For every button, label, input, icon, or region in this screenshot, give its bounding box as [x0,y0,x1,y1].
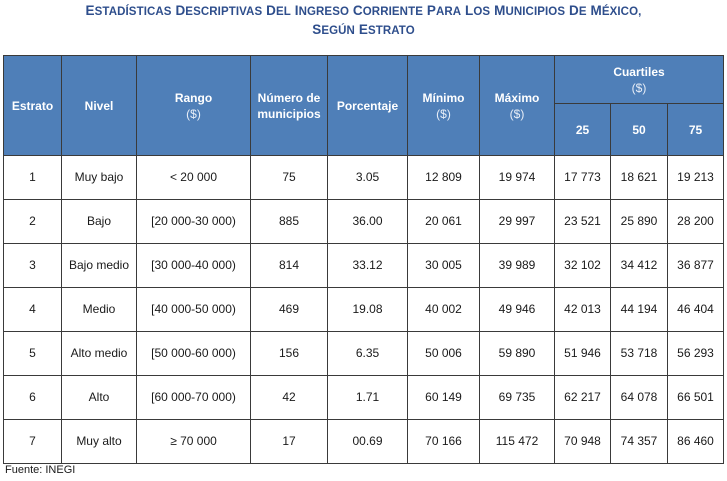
header-cuartil-50: 50 [611,104,668,156]
header-nivel: Nivel [62,56,137,156]
cell-estrato: 1 [4,156,62,200]
header-minimo [408,56,480,156]
cell-nivel: Bajo medio [62,244,137,288]
cell-maximo: 49 946 [480,288,555,332]
cell-cuartil-75: 28 200 [668,200,724,244]
cell-maximo: 39 989 [480,244,555,288]
header-rango [137,56,251,156]
cell-porcentaje: 1.71 [328,376,408,420]
cell-maximo: 19 974 [480,156,555,200]
cell-cuartil-50: 34 412 [611,244,668,288]
cell-cuartil-50: 74 357 [611,420,668,464]
cell-porcentaje: 00.69 [328,420,408,464]
cell-minimo: 40 002 [408,288,480,332]
cell-rango: [20 000-30 000) [137,200,251,244]
cell-numero-municipios: 42 [251,376,328,420]
cell-minimo: 60 149 [408,376,480,420]
table-row [4,244,724,288]
table-title-line-1: ESTADÍSTICAS DESCRIPTIVAS DEL INGRESO CORRIENTE PARA LOS MUNICIPIOS DE MÉXICO, [85,3,642,18]
cell-numero-municipios: 156 [251,332,328,376]
cell-cuartil-25: 42 013 [555,288,611,332]
cell-minimo: 12 809 [408,156,480,200]
source-note: Fuente: INEGI [5,464,76,476]
cell-estrato: 5 [4,332,62,376]
table-title [0,2,727,40]
cell-rango: [60 000-70 000) [137,376,251,420]
header-cuartiles [555,56,724,104]
cell-nivel: Alto [62,376,137,420]
cell-cuartil-75: 19 213 [668,156,724,200]
statistics-table [3,55,724,464]
cell-numero-municipios: 469 [251,288,328,332]
cell-rango: < 20 000 [137,156,251,200]
cell-cuartil-50: 18 621 [611,156,668,200]
header-minimo-unit: ($) [436,106,451,121]
cell-porcentaje: 36.00 [328,200,408,244]
cell-numero-municipios: 17 [251,420,328,464]
cell-estrato: 7 [4,420,62,464]
table-row [4,200,724,244]
header-numero-municipios: Número de municipios [251,56,328,156]
header-cuartiles-label: Cuartiles [613,64,665,79]
header-estrato: Estrato [4,56,62,156]
cell-porcentaje: 3.05 [328,156,408,200]
header-maximo-label: Máximo [494,90,540,105]
cell-nivel: Bajo [62,200,137,244]
cell-maximo: 115 472 [480,420,555,464]
cell-maximo: 29 997 [480,200,555,244]
cell-cuartil-50: 44 194 [611,288,668,332]
cell-maximo: 59 890 [480,332,555,376]
table-row [4,288,724,332]
cell-numero-municipios: 885 [251,200,328,244]
header-cuartiles-unit: ($) [631,80,647,95]
cell-estrato: 4 [4,288,62,332]
cell-nivel: Medio [62,288,137,332]
cell-maximo: 69 735 [480,376,555,420]
header-porcentaje: Porcentaje [328,56,408,156]
cell-minimo: 50 006 [408,332,480,376]
header-maximo [480,56,555,156]
header-cuartil-75: 75 [668,104,724,156]
table-row [4,376,724,420]
cell-cuartil-25: 51 946 [555,332,611,376]
table-row [4,420,724,464]
cell-nivel: Muy bajo [62,156,137,200]
cell-nivel: Muy alto [62,420,137,464]
cell-minimo: 70 166 [408,420,480,464]
cell-cuartil-25: 32 102 [555,244,611,288]
cell-minimo: 30 005 [408,244,480,288]
cell-cuartil-50: 53 718 [611,332,668,376]
cell-estrato: 6 [4,376,62,420]
table-body [4,156,724,464]
cell-rango: ≥ 70 000 [137,420,251,464]
cell-cuartil-50: 64 078 [611,376,668,420]
cell-estrato: 2 [4,200,62,244]
cell-cuartil-75: 66 501 [668,376,724,420]
header-maximo-unit: ($) [509,106,525,121]
cell-porcentaje: 19.08 [328,288,408,332]
cell-rango: [30 000-40 000) [137,244,251,288]
cell-nivel: Alto medio [62,332,137,376]
header-rango-unit: ($) [186,106,201,121]
cell-cuartil-25: 62 217 [555,376,611,420]
table-row [4,156,724,200]
cell-porcentaje: 33.12 [328,244,408,288]
header-cuartil-25: 25 [555,104,611,156]
cell-cuartil-75: 86 460 [668,420,724,464]
cell-rango: [40 000-50 000) [137,288,251,332]
cell-cuartil-25: 70 948 [555,420,611,464]
cell-cuartil-75: 56 293 [668,332,724,376]
cell-numero-municipios: 814 [251,244,328,288]
cell-cuartil-75: 36 877 [668,244,724,288]
cell-rango: [50 000-60 000) [137,332,251,376]
table-title-line-2: SEGÚN ESTRATO [312,22,415,37]
table-row [4,332,724,376]
cell-porcentaje: 6.35 [328,332,408,376]
cell-cuartil-25: 23 521 [555,200,611,244]
cell-cuartil-25: 17 773 [555,156,611,200]
cell-minimo: 20 061 [408,200,480,244]
cell-cuartil-75: 46 404 [668,288,724,332]
header-rango-label: Rango [174,90,213,105]
cell-numero-municipios: 75 [251,156,328,200]
header-minimo-label: Mínimo [422,90,465,105]
cell-estrato: 3 [4,244,62,288]
cell-cuartil-50: 25 890 [611,200,668,244]
